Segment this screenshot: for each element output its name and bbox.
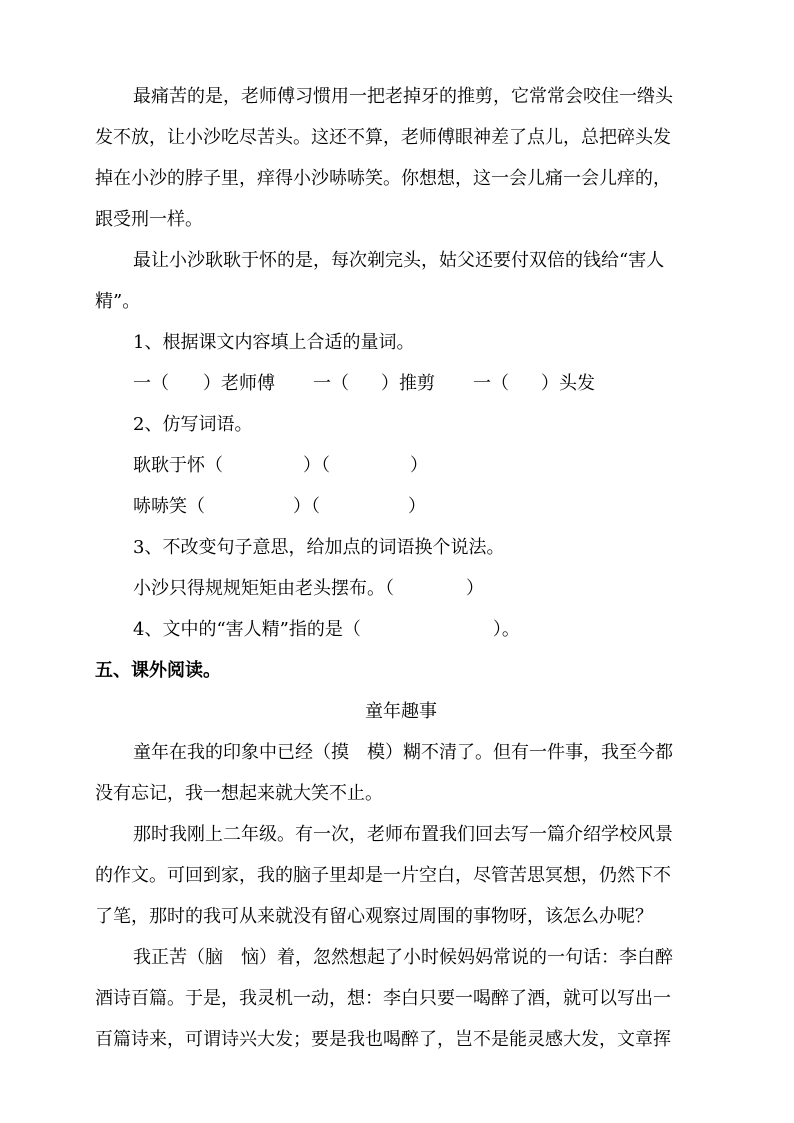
- q2-mid: ）（: [303, 455, 330, 476]
- text-line: 酒诗百篇。于是，我灵机一动，想：李白只要一喝醉了酒，就可以写出一: [95, 988, 671, 1009]
- q2-end: ）: [408, 496, 426, 517]
- question-2-line-2: [95, 486, 707, 527]
- q1-item-suffix: ）头发: [541, 373, 595, 394]
- question-3-sentence: [95, 568, 707, 609]
- text-line: 最让小沙耿耿于怀的是，每次剃完头，姑父还要付双倍的钱给“害人: [133, 250, 665, 271]
- section-heading: 五、课外阅读。: [95, 660, 221, 681]
- text-line: 没有忘记，我一想起来就大笑不止。: [95, 783, 383, 804]
- text-line: 我正苦（脑 恼）着，忽然想起了小时候妈妈常说的一句话：李白醉: [133, 947, 673, 968]
- document-page: [95, 76, 707, 1060]
- text-line: 发不放，让小沙吃尽苦头。这还不算，老师傅眼神差了点儿，总把碎头发: [95, 127, 671, 148]
- q2-word: 哧哧笑（: [133, 496, 205, 517]
- q1-item-suffix: ）老师傅: [203, 373, 275, 394]
- question-3: 3、不改变句子意思，给加点的词语换个说法。: [133, 537, 505, 558]
- paragraph-essay-assignment: [95, 814, 707, 937]
- q1-item-suffix: ）推剪: [381, 373, 435, 394]
- q3-sentence-end: ）: [466, 578, 484, 599]
- question-4: [95, 609, 707, 650]
- q3-sentence-text: 小沙只得规规矩矩由老头摆布。（: [133, 578, 394, 599]
- q2-end: ）: [410, 455, 428, 476]
- text-line: 百篇诗来，可谓诗兴大发；要是我也喝醉了，岂不是能灵感大发，文章挥: [95, 1029, 671, 1050]
- text-line: 那时我刚上二年级。有一次，老师布置我们回去写一篇介绍学校风景: [133, 824, 673, 845]
- text-line: 了笔，那时的我可从来就没有留心观察过周围的事物呀，该怎么办呢？: [95, 906, 653, 927]
- paragraph-childhood-memory: [95, 732, 707, 814]
- text-line: 最痛苦的是，老师傅习惯用一把老掉牙的推剪，它常常会咬住一绺头: [133, 86, 673, 107]
- q1-item-prefix: 一（: [313, 373, 349, 394]
- text-line: 精”。: [95, 291, 141, 312]
- q4-end: ）。: [492, 619, 520, 640]
- paragraph-haircut-worry: [95, 240, 707, 322]
- text-line: 的作文。可回到家，我的脑子里却是一片空白，尽管苦思冥想，仍然下不: [95, 865, 671, 886]
- question-1: 1、根据课文内容填上合适的量词。: [133, 332, 415, 353]
- q1-item-prefix: 一（: [133, 373, 169, 394]
- question-1-blanks: [95, 363, 707, 404]
- passage-title: 童年趣事: [365, 701, 437, 722]
- text-line: 掉在小沙的脖子里，痒得小沙哧哧笑。你想想，这一会儿痛一会儿痒的，: [95, 168, 671, 189]
- q4-text: 4、文中的“害人精”指的是（: [133, 619, 361, 640]
- question-2-line-1: [95, 445, 707, 486]
- q1-item-prefix: 一（: [473, 373, 509, 394]
- q2-word: 耿耿于怀（: [133, 455, 223, 476]
- text-line: 跟受刑一样。: [95, 209, 203, 230]
- q2-mid: ）（: [293, 496, 320, 517]
- question-2: 2、仿写词语。: [133, 414, 253, 435]
- paragraph-libai-idea: [95, 937, 707, 1060]
- text-line: 童年在我的印象中已经（摸 模）糊不清了。但有一件事，我至今都: [133, 742, 673, 763]
- paragraph-haircut-pain: [95, 76, 707, 240]
